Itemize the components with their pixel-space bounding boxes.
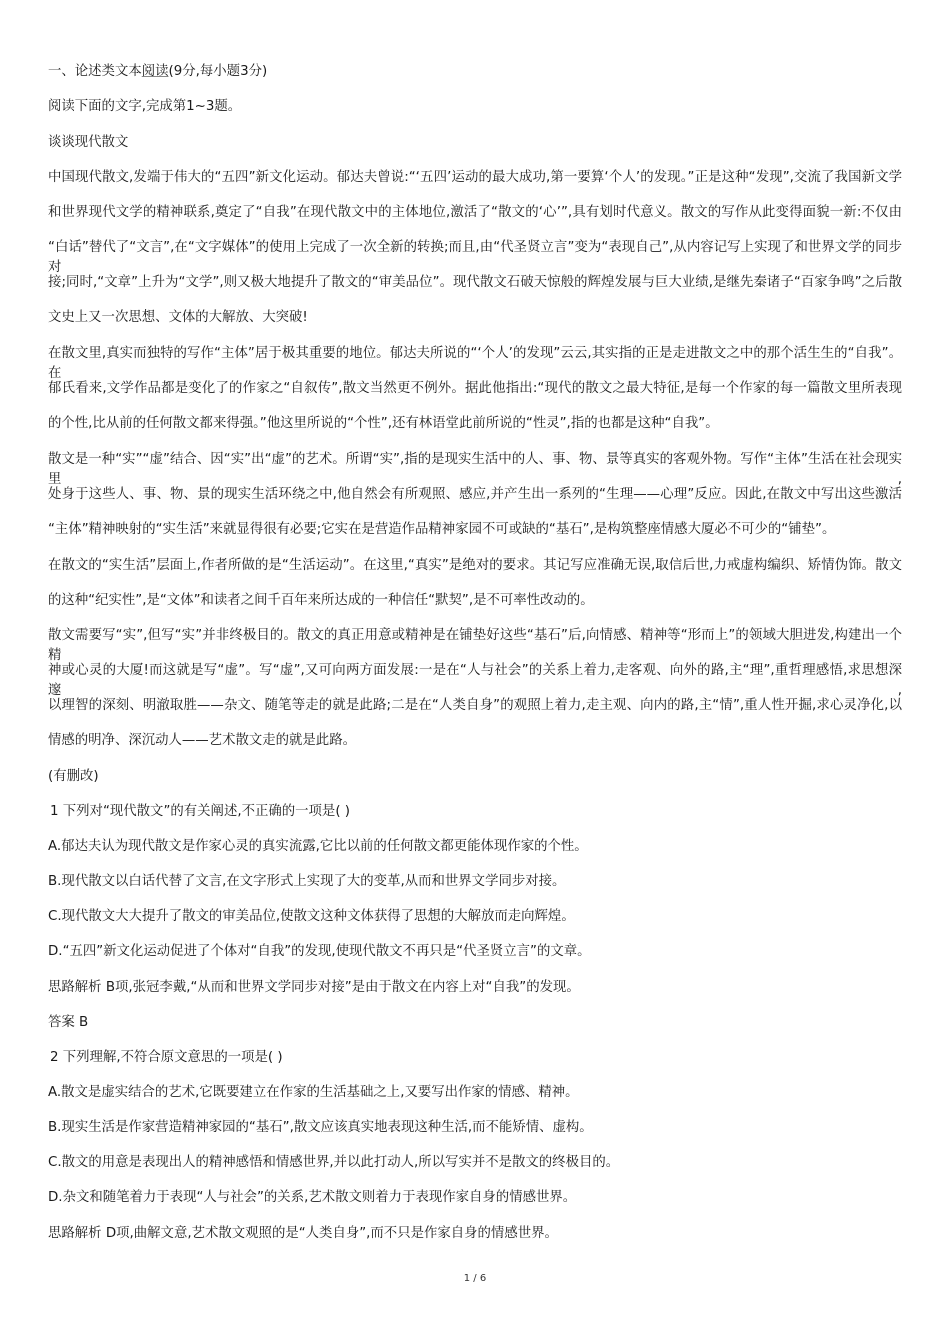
paragraph-1-line: 中国现代散文,发端于伟大的“五四”新文化运动。郁达夫曾说:“‘五四’运动的最大成功,第一要算‘个人’的发现。”正是这种“发现”,交流了我国新文学	[48, 170, 902, 185]
question-2-option-b: B.现实生活是作家营造精神家园的“基石”,散文应该真实地表现这种生活,而不能矫情、虚构。	[48, 1120, 593, 1135]
question-2-option-a: A.散文是虚实结合的艺术,它既要建立在作家的生活基础之上,又要写出作家的情感、精神。	[48, 1085, 579, 1100]
source-note: (有删改)	[48, 769, 99, 784]
question-1-option-b: B.现代散文以白话代替了文言,在文字形式上实现了大的变革,从而和世界文学同步对接。	[48, 874, 566, 889]
heading-text: 一、论述类文本	[48, 64, 142, 79]
paragraph-1-line: 文史上又一次思想、文体的大解放、大突破!	[48, 310, 308, 325]
paragraph-5-line: 以理智的深刻、明澈取胜——杂文、随笔等走的就是此路;二是在“人类自身”的观照上着力,走主观、向内的路,主“情”,重人性开掘,求心灵净化,以	[48, 698, 902, 713]
question-1-option-d: D.“五四”新文化运动促进了个体对“自我”的发现,使现代散文不再只是“代圣贤立言”的文章。	[48, 944, 591, 959]
page-number: 1 / 6	[463, 1273, 487, 1284]
paragraph-2-line: 郁氏看来,文学作品都是变化了的作家之“自叙传”,散文当然更不例外。据此他指出:“现代的散文之最大特征,是每一个作家的每一篇散文里所表现	[48, 381, 902, 396]
paragraph-4-line: 的这种“纪实性”,是“文体”和读者之间千百年来所达成的一种信任“默契”,是不可率性改动的。	[48, 593, 594, 608]
paragraph-5-line: 情感的明净、深沉动人——艺术散文走的就是此路。	[48, 733, 356, 748]
paragraph-3-line: 散文是一种“实”“虚”结合、因“实”出“虚”的艺术。所谓“实”,指的是现实生活中的人、事、物、景等真实的客观外物。写作“主体”生活在社会现实里,	[48, 452, 902, 487]
heading-score-text: (9分,每小题3分)	[168, 64, 268, 79]
question-1-stem: 1 下列对“现代散文”的有关阐述,不正确的一项是( )	[50, 804, 351, 819]
question-2-option-c: C.散文的用意是表现出人的精神感悟和情感世界,并以此打动人,所以写实并不是散文的终极目的。	[48, 1155, 620, 1170]
question-1-analysis: 思路解析 B项,张冠李戴,“从而和世界文学同步对接”是由于散文在内容上对“自我”的发现。	[48, 980, 580, 995]
paragraph-4-line: 在散文的“实生活”层面上,作者所做的是“生活运动”。在这里,“真实”是绝对的要求。其记写应准确无误,取信后世,力戒虚构编织、矫情伪饰。散文	[48, 558, 902, 573]
question-2-analysis: 思路解析 D项,曲解文意,艺术散文观照的是“人类自身”,而不只是作家自身的情感世界。	[48, 1226, 558, 1241]
question-1-option-c: C.现代散文大大提升了散文的审美品位,使散文这种文体获得了思想的大解放而走向辉煌。	[48, 909, 575, 924]
article-title: 谈谈现代散文	[48, 135, 129, 150]
paragraph-2-line: 的个性,比从前的任何散文都来得强。”他这里所说的“个性”,还有林语堂此前所说的“性灵”,指的也都是这种“自我”。	[48, 416, 719, 431]
heading-underlined-text: 阅读	[141, 64, 169, 79]
question-2-stem: 2 下列理解,不符合原文意思的一项是( )	[50, 1050, 283, 1065]
paragraph-1-line: 和世界现代文学的精神联系,奠定了“自我”在现代散文中的主体地位,激活了“散文的‘心’”,具有划时代意义。散文的写作从此变得面貌一新:不仅由	[48, 205, 902, 220]
paragraph-5-line: 神或心灵的大厦!而这就是写“虚”。写“虚”,又可向两方面发展:一是在“人与社会”的关系上着力,走客观、向外的路,主“理”,重哲理感悟,求思想深邃,	[48, 663, 902, 698]
question-2-option-d: D.杂文和随笔着力于表现“人与社会”的关系,艺术散文则着力于表现作家自身的情感世界。	[48, 1190, 577, 1205]
question-1-answer: 答案 B	[48, 1015, 89, 1030]
section-heading	[48, 62, 267, 82]
paragraph-2-line: 在散文里,真实而独特的写作“主体”居于极其重要的地位。郁达夫所说的“‘个人’的发现”云云,其实指的正是走进散文之中的那个活生生的“自我”。在	[48, 346, 902, 381]
paragraph-5-line: 散文需要写“实”,但写“实”并非终极目的。散文的真正用意或精神是在铺垫好这些“基石”后,向情感、精神等“形而上”的领域大胆进发,构建出一个精	[48, 628, 902, 663]
paragraph-1-line: 接;同时,“文章”上升为“文学”,则又极大地提升了散文的“审美品位”。现代散文石破天惊般的辉煌发展与巨大业绩,是继先秦诸子“百家争鸣”之后散	[48, 275, 902, 290]
instruction: 阅读下面的文字,完成第1~3题。	[48, 99, 242, 114]
paragraph-1-line: “白话”替代了“文言”,在“文字媒体”的使用上完成了一次全新的转换;而且,由“代圣贤立言”变为“表现自己”,从内容记写上实现了和世界文学的同步对	[48, 240, 902, 275]
paragraph-3-line: “主体”精神映射的“实生活”来就显得很有必要;它实在是营造作品精神家园不可或缺的“基石”,是构筑整座情感大厦必不可少的“铺垫”。	[48, 522, 836, 537]
question-1-option-a: A.郁达夫认为现代散文是作家心灵的真实流露,它比以前的任何散文都更能体现作家的个性。	[48, 839, 588, 854]
paragraph-3-line: 处身于这些人、事、物、景的现实生活环绕之中,他自然会有所观照、感应,并产生出一系列的“生理——心理”反应。因此,在散文中写出这些激活	[48, 487, 902, 502]
